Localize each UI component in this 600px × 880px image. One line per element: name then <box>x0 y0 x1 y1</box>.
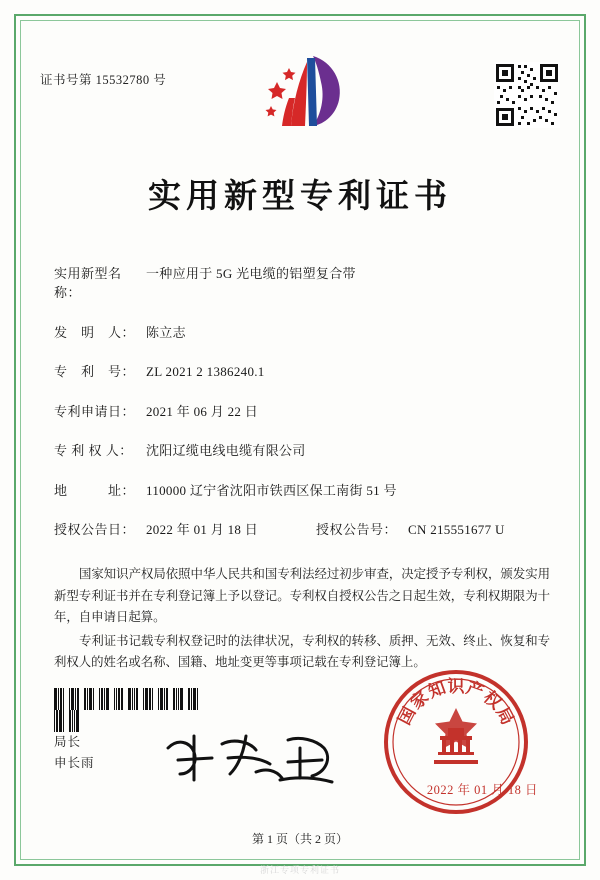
svg-text:权: 权 <box>479 687 506 713</box>
cnipa-logo-icon <box>255 52 351 130</box>
svg-text:局: 局 <box>492 703 518 728</box>
svg-text:识: 识 <box>447 677 465 696</box>
field-value: 沈阳辽缆电线电缆有限公司 <box>146 443 306 458</box>
field-label: 专利申请日： <box>54 403 136 419</box>
field-address <box>54 480 560 499</box>
field-value: 110000 辽宁省沈阳市铁西区保工南街 51 号 <box>146 482 397 498</box>
field-patent-number <box>54 361 560 380</box>
field-value: 陈立志 <box>146 324 186 340</box>
field-grant-number <box>316 519 505 538</box>
page-number: 第 1 页（共 2 页） <box>251 832 348 846</box>
field-value: ZL 2021 2 1386240.1 <box>146 364 265 379</box>
signature-block <box>54 732 95 774</box>
field-inventor <box>54 322 560 341</box>
director-name: 申长雨 <box>54 756 95 770</box>
barcode <box>54 688 204 710</box>
svg-text:知: 知 <box>425 678 449 702</box>
field-label: 专 利 权 人： <box>54 443 133 458</box>
svg-text:产: 产 <box>463 678 487 702</box>
field-label: 地 址： <box>54 482 136 498</box>
seal-date: 2022 年 01 月 18 日 <box>426 783 538 797</box>
field-label: 专 利 号： <box>54 364 136 379</box>
page-title: 实用新型专利证书 <box>148 179 452 215</box>
field-grant-date <box>54 519 316 538</box>
field-value: 2022 年 01 月 18 日 <box>146 522 259 537</box>
legal-paragraph-2: 专利证书记载专利权登记时的法律状况，专利权的转移、质押、无效、终止、恢复和专利权人的姓名或名称、国籍、地址变更等事项记载在专利登记簿上。 <box>54 633 550 669</box>
field-application-date <box>54 401 560 420</box>
field-label: 发 明 人： <box>54 324 136 340</box>
certificate-fields <box>40 263 560 538</box>
svg-text:家: 家 <box>406 687 433 713</box>
svg-text:国: 国 <box>394 703 420 728</box>
field-value: 一种应用于 5G 光电缆的铝塑复合带 <box>146 266 356 281</box>
field-value: CN 215551677 U <box>408 522 505 537</box>
field-label: 授权公告号： <box>316 522 398 537</box>
field-patentee <box>54 440 560 459</box>
director-label: 局长 <box>54 735 82 749</box>
field-label: 实用新型名称： <box>54 266 122 300</box>
footer-watermark: 浙江专项专利证书 <box>259 865 340 875</box>
field-grant-row <box>54 519 560 538</box>
corner-ornament-top-right <box>560 14 586 40</box>
field-value: 2021 年 06 月 22 日 <box>146 403 259 419</box>
qr-code-icon <box>494 62 560 128</box>
corner-ornament-top-left <box>14 14 40 40</box>
handwritten-signature-icon <box>160 728 340 788</box>
certificate-content <box>40 40 560 846</box>
legal-text <box>40 564 560 674</box>
field-utility-model-name <box>54 263 560 301</box>
certificate-header <box>40 40 560 130</box>
field-label: 授权公告日： <box>54 522 136 537</box>
legal-paragraph-1: 国家知识产权局依照中华人民共和国专利法经过初步审查，决定授予专利权，颁发实用新型专利证书并在专利登记簿上予以登记。专利权自授权公告之日起生效，专利权期限为十年，自申请日起算。 <box>54 567 550 624</box>
certificate-number: 证书号第 15532780 号 <box>40 73 167 87</box>
